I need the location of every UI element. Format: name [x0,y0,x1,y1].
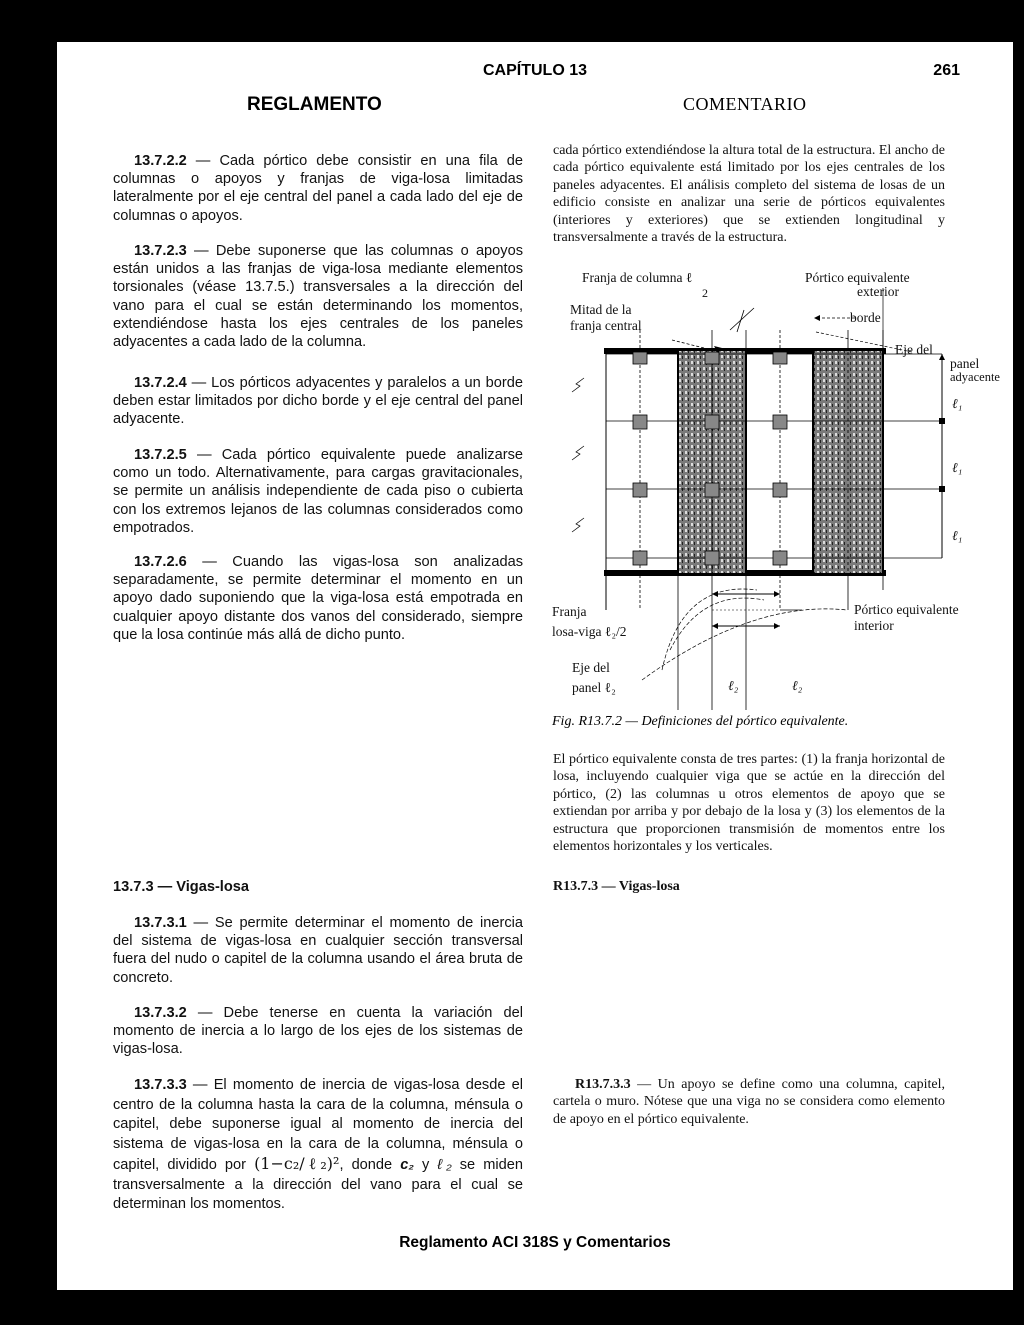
left-column-title: REGLAMENTO [247,94,382,115]
section-number: R13.7.3.3 [575,1077,631,1092]
label-panel-axis-3: adyacente [950,370,1000,384]
section-13-7-3-2 [113,1004,523,1059]
section-text: Los pórticos adyacentes y paralelos a un borde deben estar limitados por dicho borde y el eje central del panel adyacente. [113,375,523,428]
label-slab-beam-strip-2: losa-viga ℓ₂/2 [552,624,627,639]
section-text: Debe tenerse en cuenta la variación del momento de inercia a lo largo de los ejes de los sistemas de vigas-losa. [113,1005,523,1058]
section-13-7-2-3 [113,242,523,351]
section-13-7-2-5 [113,446,523,537]
label-l1-bottom: ℓ₁ [952,528,963,543]
label-l2-right: ℓ₂ [792,678,803,693]
frame-diagram-icon [552,270,972,710]
chapter-header: CAPÍTULO 13 [482,62,587,79]
section-13-7-2-2 [113,152,523,225]
section-13-7-2-4 [113,374,523,429]
section-text: Debe suponerse que las columnas o apoyos están unidos a las franjas de viga-losa mediante elementos torsionales (véase 13.7.5.) transversales a la dirección del vano para el cual se están determinando los momentos, extendiéndose hasta los ejes centrales de los paneles adyacentes a cada lado de la columna. [113,243,523,351]
page-number: 261 [933,62,960,79]
dash: — [186,375,212,391]
section-text: se miden transversalmente a la dirección del vano para el cual se determinan los momentos. [113,1157,523,1212]
commentary-r13-7-3-3 [553,1076,945,1128]
section-text: Cada pórtico debe consistir en una fila de columnas o apoyos y franjas de viga-losa limitadas lateralmente por el eje central del panel a cada lado del eje de columnas o apoyos. [113,153,524,224]
section-text: y [413,1157,438,1173]
label-column-strip-divisor: 2 [702,286,708,300]
dash: — [186,447,222,463]
figure-equivalent-frame [552,270,1000,710]
dash: — [186,153,220,169]
section-13-7-2-6 [113,553,523,644]
right-column-title: COMENTARIO [683,94,807,114]
label-half-middle-strip-1: Mitad de la [570,302,632,317]
label-exterior-frame-2: exterior [857,284,899,299]
section-number: 13.7.2.2 [134,153,187,169]
label-interior-frame-2: interior [854,618,894,633]
section-text: Se permite determinar el momento de inercia del sistema de vigas-losa en cualquier sección transversal fuera del nudo o capitel de la columna usando el área bruta de concreto. [113,915,524,986]
section-text: Cuando las vigas-losa son analizadas separadamente, se permite determinar el momento en un apoyo dado suponiendo que la viga-losa está empotrada en cualquier apoyo distante dos vanos del considerado, siempre que la losa continúe más allá de dicho punto. [113,554,523,643]
label-l1-mid: ℓ₁ [952,460,963,475]
section-number: 13.7.2.6 [134,554,187,570]
label-l1-top: ℓ₁ [952,396,963,411]
section-number: 13.7.2.5 [134,447,187,463]
label-panel-axis-bottom-2: panel ℓ₂ [572,680,616,695]
section-heading-13-7-3: 13.7.3 — Vigas-losa [113,879,250,895]
commentary-intro [553,142,945,246]
section-number: 13.7.3.3 [134,1077,187,1093]
section-number: 13.7.2.3 [134,243,187,259]
label-column-strip: Franja de columna ℓ [582,270,693,285]
paragraph: cada pórtico extendiéndose la altura total de la estructura. El ancho de cada pórtico equivalente está limitado por los ejes centrales de los paneles adyacentes. El análisis completo del sistema de losas de un edificio consiste en analizar una serie de pórticos equivalentes (interiores y exteriores) que se extienden longitudinal y transversalmente a través de la estructura. [553,143,945,246]
label-interior-frame-1: Pórtico equivalente [854,602,959,617]
section-text: El momento de inercia de vigas-losa desde el centro de la columna hasta la cara de la columna, ménsula o capitel, debe suponerse igual al momento de inercia del sistema de vigas-losa en la cara de la columna, ménsula o capitel, dividido por [113,1077,523,1173]
label-panel-axis-bottom-1: Eje del [572,660,610,675]
section-number: 13.7.2.4 [134,375,187,391]
label-l2-left: ℓ₂ [728,678,739,693]
dash: — [186,243,216,259]
section-text: , donde [339,1157,401,1173]
label-panel-axis-2: panel [950,356,980,371]
document-page [57,42,1013,1290]
section-number: 13.7.3.2 [134,1005,187,1021]
commentary-frame-parts [553,751,945,855]
dash: — [186,554,233,570]
variable-l2: ℓ₂ [437,1157,452,1173]
page-footer: Reglamento ACI 318S y Comentarios [399,1234,671,1251]
dash: — [186,1005,224,1021]
section-number: 13.7.3.1 [134,915,187,931]
label-exterior-frame-1: Pórtico equivalente [805,270,910,285]
paragraph: El pórtico equivalente consta de tres partes: (1) la franja horizontal de losa, incluyendo cualquier viga que se actúe en la dirección del pórtico, (2) las columnas u otros elementos de apoyo que se extiendan por arriba y por debajo de la losa y (3) los elementos de la estructura que proporcionen transmisión de momentos entre los elementos horizontales y los verticales. [553,752,945,855]
section-13-7-3-3 [113,1076,523,1215]
section-13-7-3-1 [113,914,523,987]
label-half-middle-strip-2: franja central [570,318,642,333]
dash: — [186,915,215,931]
label-panel-axis-1: Eje del [895,342,933,357]
commentary-heading-r13-7-3: R13.7.3 — Vigas-losa [553,879,680,894]
dash: — [186,1077,214,1093]
label-edge: borde [850,310,881,325]
figure-caption: Fig. R13.7.2 — Definiciones del pórtico equivalente. [552,714,849,729]
dash: — [630,1077,658,1092]
section-text: Un apoyo se define como una columna, capitel, cartela o muro. Nótese que una viga no se considera como elemento de apoyo en el pórtico equivalente. [553,1077,945,1127]
formula: (1−c₂/ℓ₂)² [254,1154,340,1173]
section-text: Cada pórtico equivalente puede analizarse como un todo. Alternativamente, para cargas gravitacionales, se permite un análisis independiente de cada piso o cubierta con los extremos lejanos de las columnas considerados como empotrados. [113,447,523,536]
variable-c2: c₂ [400,1157,414,1173]
label-slab-beam-strip-1: Franja [552,604,587,619]
